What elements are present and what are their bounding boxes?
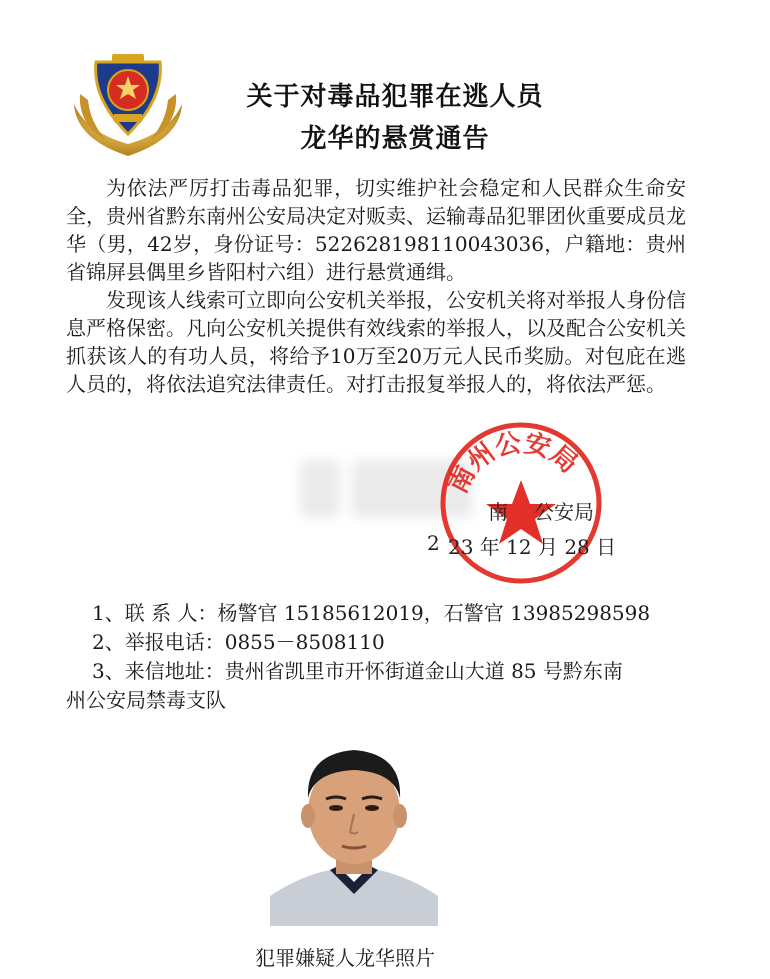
police-emblem-icon	[66, 44, 190, 162]
report-phone-line: 2、举报电话：0855－8508110	[92, 630, 385, 654]
photo-caption: 犯罪嫌疑人龙华照片	[255, 946, 435, 970]
seal-text: 南州公安局	[443, 428, 584, 499]
suspect-photo	[270, 736, 438, 926]
notice-title-line1: 关于对毒品犯罪在逃人员	[246, 82, 544, 112]
signature-date: 23 年 12 月 28 日	[448, 535, 617, 559]
notice-title-line2: 龙华的悬赏通告	[300, 124, 490, 154]
signature-date-part: 2	[427, 531, 440, 555]
signature-org: 公安局	[534, 500, 594, 524]
notice-body	[66, 174, 686, 398]
paragraph-1: 为依法严厉打击毒品犯罪，切实维护社会稳定和人民群众生命安全，贵州省黔东南州公安局决定对贩卖、运输毒品犯罪团伙重要成员龙华（男，42岁，身份证号：522628198110043036，户籍地：贵州省锦屏县偶里乡皆阳村六组）进行悬赏通缉。	[66, 176, 686, 284]
mail-address-line: 3、来信地址：贵州省凯里市开怀街道金山大道 85 号黔东南	[92, 659, 623, 683]
paragraph-2: 发现该人线索可立即向公安机关举报，公安机关将对举报人身份信息严格保密。凡向公安机关提供有效线索的举报人，以及配合公安机关抓获该人的有功人员，将给予10万至20万元人民币奖励。对包庇在逃人员的，将依法追究法律责任。对打击报复举报人的，将依法严惩。	[66, 288, 686, 396]
contact-person-line: 1、联 系 人：杨警官 15185612019，石警官 13985298598	[92, 601, 651, 625]
signature-org-part: 南	[488, 500, 508, 524]
blurred-region	[300, 460, 340, 518]
mail-address-line-cont: 州公安局禁毒支队	[66, 688, 226, 712]
